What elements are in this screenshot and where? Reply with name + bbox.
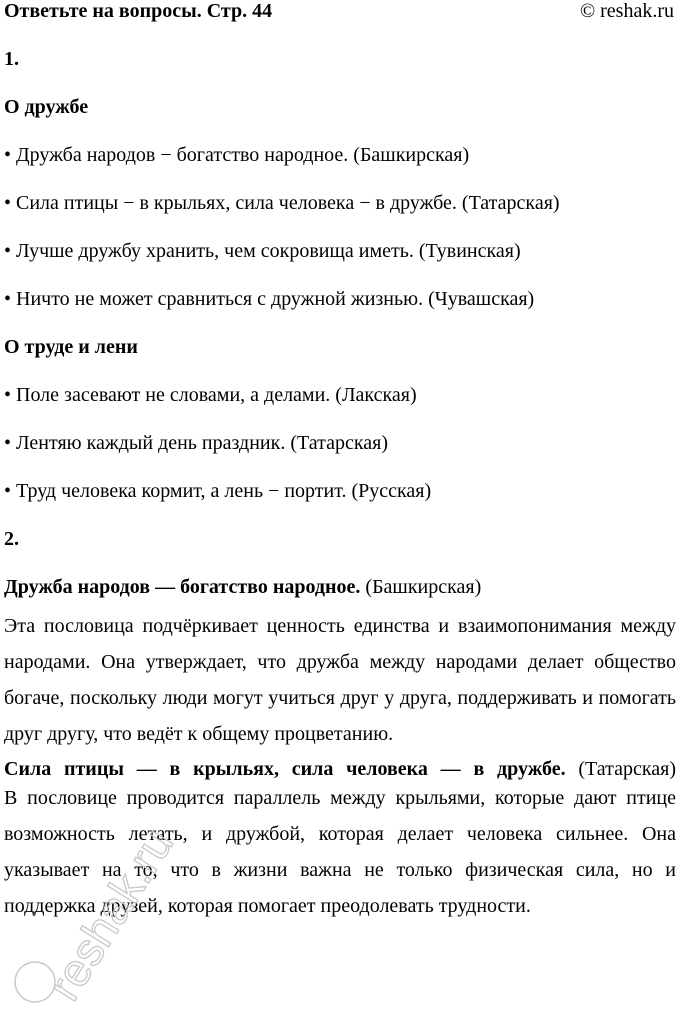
proverb-origin: (Башкирская) [365, 576, 482, 598]
question-number-1: 1. [4, 48, 19, 70]
proverb-heading [4, 758, 676, 780]
proverb-list-item: • Дружба народов − богатство народное. (Башкирская) [4, 144, 470, 166]
proverb-list-item: • Сила птицы − в крыльях, сила человека − в дружбе. (Татарская) [4, 192, 560, 214]
page-title: Ответьте на вопросы. Стр. 44 [4, 0, 273, 22]
proverb-origin: (Татарская) [578, 758, 677, 780]
watermark-circle [15, 962, 55, 1002]
section-title-work: О труде и лени [4, 336, 138, 358]
document-page [4, 0, 676, 924]
proverb-text: Сила птицы — в крыльях, сила человека — в дружбе. [4, 758, 566, 780]
proverb-list-item: • Лучше дружбу хранить, чем сокровища иметь. (Тувинская) [4, 240, 521, 262]
page-header [4, 0, 676, 28]
watermark-text: reshak.ru [37, 818, 184, 1010]
proverb-list-item: • Лентяю каждый день праздник. (Татарская) [4, 432, 388, 454]
proverb-explanation: Эта пословица подчёркивает ценность единства и взаимопонимания между народами. Она утверждает, что дружба между народами делает общество богаче, поскольку люди могут учиться друг у друга, поддерживать и помогать друг другу, что ведёт к общему процветанию. [4, 615, 676, 745]
proverb-text: Дружба народов — богатство народное. [4, 576, 361, 598]
proverb-heading [4, 576, 676, 598]
section-title-friendship: О дружбе [4, 96, 89, 118]
proverb-list-item: • Труд человека кормит, а лень − портит. (Русская) [4, 480, 432, 502]
question-number-2: 2. [4, 528, 19, 550]
proverb-explanation: В пословице проводится параллель между крыльями, которые дают птице возможность летать, и дружбой, которая делает человека сильнее. Она указывает на то, что в жизни важна не только физическая сила, но и поддержка друзей, которая помогает преодолевать трудности. [4, 787, 676, 917]
proverb-list-item: • Поле засевают не словами, а делами. (Лакская) [4, 384, 417, 406]
site-credit: © reshak.ru [579, 0, 674, 22]
proverb-list-item: • Ничто не может сравниться с дружной жизнью. (Чувашская) [4, 288, 535, 310]
